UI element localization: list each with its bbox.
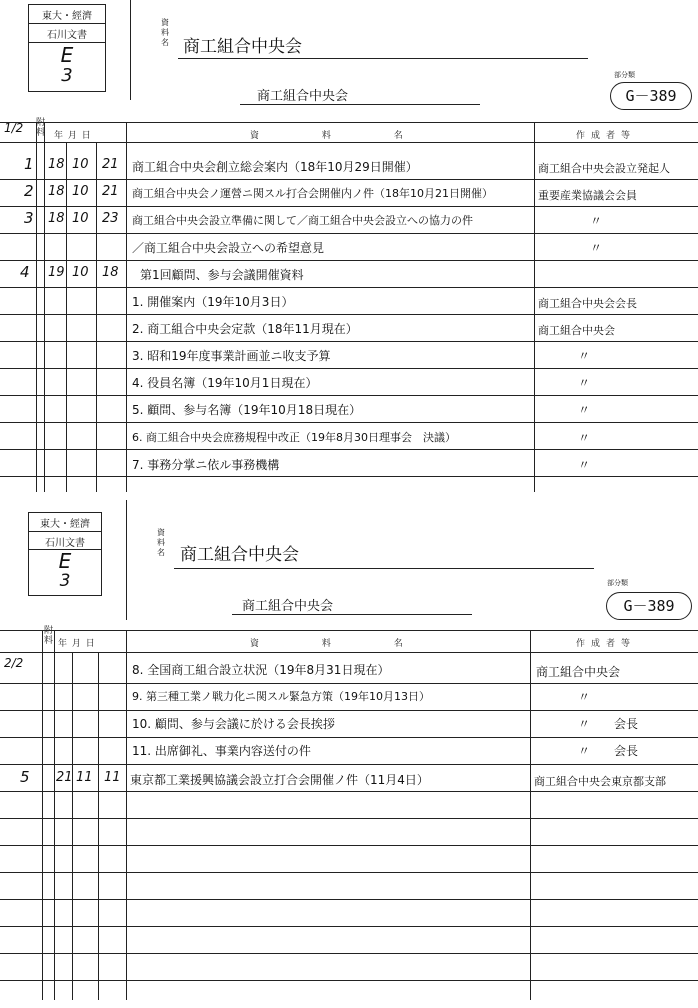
row-day: 11 bbox=[104, 770, 121, 785]
row-month: 10 bbox=[72, 184, 89, 199]
doc-name-label: 資料名 bbox=[157, 528, 165, 557]
row-year: 18 bbox=[48, 157, 65, 172]
row-doc-name: 商工組合中央会設立準備に関して／商工組合中央会設立への協力の件 bbox=[132, 214, 473, 227]
row-number: 2 bbox=[24, 182, 34, 200]
stamp-number: 3 bbox=[59, 571, 71, 591]
row-author: 〃 bbox=[578, 690, 591, 704]
row-doc-name: 10. 顧問、参与会議に於ける会長挨拶 bbox=[132, 717, 335, 731]
col-no-header: 附料 bbox=[44, 626, 55, 646]
code-label: 部分類 bbox=[607, 579, 628, 587]
row-year: 21 bbox=[56, 770, 73, 785]
row-author: 〃 会長 bbox=[578, 717, 639, 731]
row-doc-name: 8. 全国商工組合設立状況（19年8月31日現在） bbox=[132, 663, 390, 677]
archive-stamp bbox=[28, 512, 102, 596]
row-doc-name: 商工組合中央会ノ運營ニ関スル打合会開催内ノ件（18年10月21日開催） bbox=[132, 187, 493, 200]
code-label: 部分類 bbox=[614, 71, 635, 79]
col-date-header: 年 月 日 bbox=[54, 131, 92, 141]
row-author: 〃 bbox=[578, 403, 591, 417]
row-doc-name: 第1回顧問、参与会議開催資料 bbox=[140, 268, 304, 282]
row-doc-name: 4. 役員名簿（19年10月1日現在） bbox=[132, 376, 318, 390]
row-doc-name: 2. 商工組合中央会定款（18年11月現在） bbox=[132, 322, 358, 336]
stamp-collection: 石川文書 bbox=[45, 538, 85, 549]
row-author: 〃 bbox=[578, 376, 591, 390]
row-doc-name: ／商工組合中央会設立への希望意見 bbox=[132, 241, 325, 255]
document-title: 商工組合中央会 bbox=[183, 37, 302, 57]
row-author: 商工組合中央会 bbox=[538, 324, 615, 337]
row-doc-name: 11. 出席御礼、事業内容送付の件 bbox=[132, 744, 311, 758]
row-doc-name: 5. 顧問、参与名簿（19年10月18日現在） bbox=[132, 403, 362, 417]
row-day: 23 bbox=[102, 211, 119, 226]
row-month: 10 bbox=[72, 157, 89, 172]
row-year: 19 bbox=[48, 265, 65, 280]
row-author: 〃 bbox=[578, 349, 591, 363]
row-doc-name: 6. 商工組合中央会庶務規程中改正（19年8月30日理事会 決議） bbox=[132, 431, 456, 444]
col-name-header: 資 料 名 bbox=[250, 131, 433, 141]
row-author: 〃 bbox=[590, 214, 603, 228]
col-author-header: 作成者等 bbox=[576, 639, 637, 649]
row-author: 〃 bbox=[578, 458, 591, 472]
row-doc-name: 9. 第三種工業ノ戦力化ニ関スル緊急方策（19年10月13日） bbox=[132, 690, 430, 703]
row-author: 商工組合中央会東京都支部 bbox=[534, 775, 666, 788]
row-number: 3 bbox=[24, 209, 34, 227]
stamp-letter: E bbox=[60, 43, 74, 67]
classification-code: G－389 bbox=[610, 82, 692, 110]
stamp-collection: 石川文書 bbox=[47, 30, 87, 41]
row-month: 11 bbox=[76, 770, 93, 785]
row-author: 重要産業協議会会員 bbox=[538, 189, 637, 202]
row-doc-name: 商工組合中央会創立総会案内（18年10月29日開催） bbox=[132, 160, 418, 174]
classification-code: G－389 bbox=[606, 592, 692, 620]
stamp-org: 東大・經濟 bbox=[42, 11, 92, 22]
row-month: 10 bbox=[72, 265, 89, 280]
row-author: 商工組合中央会会長 bbox=[538, 297, 637, 310]
col-author-header: 作成者等 bbox=[576, 131, 637, 141]
row-year: 18 bbox=[48, 211, 65, 226]
stamp-number: 3 bbox=[61, 65, 73, 86]
col-date-header: 年 月 日 bbox=[58, 639, 96, 649]
row-number: 1 bbox=[24, 155, 34, 173]
col-name-header: 資 料 名 bbox=[250, 639, 433, 649]
archive-stamp bbox=[28, 4, 106, 92]
row-author: 〃 bbox=[578, 431, 591, 445]
row-author: 商工組合中央会設立発起人 bbox=[538, 162, 670, 175]
row-doc-name: 東京都工業援興協議会設立打合会開催ノ件（11月4日） bbox=[130, 773, 429, 787]
row-author: 〃 bbox=[590, 241, 603, 255]
col-no-header: 附料 bbox=[36, 118, 47, 138]
row-number: 5 bbox=[20, 768, 30, 786]
page-number: 2/2 bbox=[4, 656, 24, 670]
document-title: 商工組合中央会 bbox=[180, 545, 299, 565]
document-subtitle: 商工組合中央会 bbox=[257, 89, 349, 104]
row-day: 18 bbox=[102, 265, 119, 280]
row-doc-name: 7. 事務分掌ニ依ル事務機構 bbox=[132, 458, 280, 472]
row-month: 10 bbox=[72, 211, 89, 226]
row-author: 商工組合中央会 bbox=[536, 665, 621, 679]
row-number: 4 bbox=[20, 263, 30, 281]
stamp-org: 東大・經濟 bbox=[40, 519, 90, 530]
document-subtitle: 商工組合中央会 bbox=[242, 599, 334, 614]
stamp-letter: E bbox=[58, 549, 72, 573]
doc-name-label: 資料名 bbox=[161, 18, 169, 47]
row-day: 21 bbox=[102, 157, 119, 172]
row-year: 18 bbox=[48, 184, 65, 199]
row-day: 21 bbox=[102, 184, 119, 199]
row-doc-name: 1. 開催案内（19年10月3日） bbox=[132, 295, 294, 309]
row-doc-name: 3. 昭和19年度事業計画並ニ收支予算 bbox=[132, 349, 331, 363]
row-author: 〃 会長 bbox=[578, 744, 639, 758]
page-number: 1/2 bbox=[4, 121, 24, 135]
